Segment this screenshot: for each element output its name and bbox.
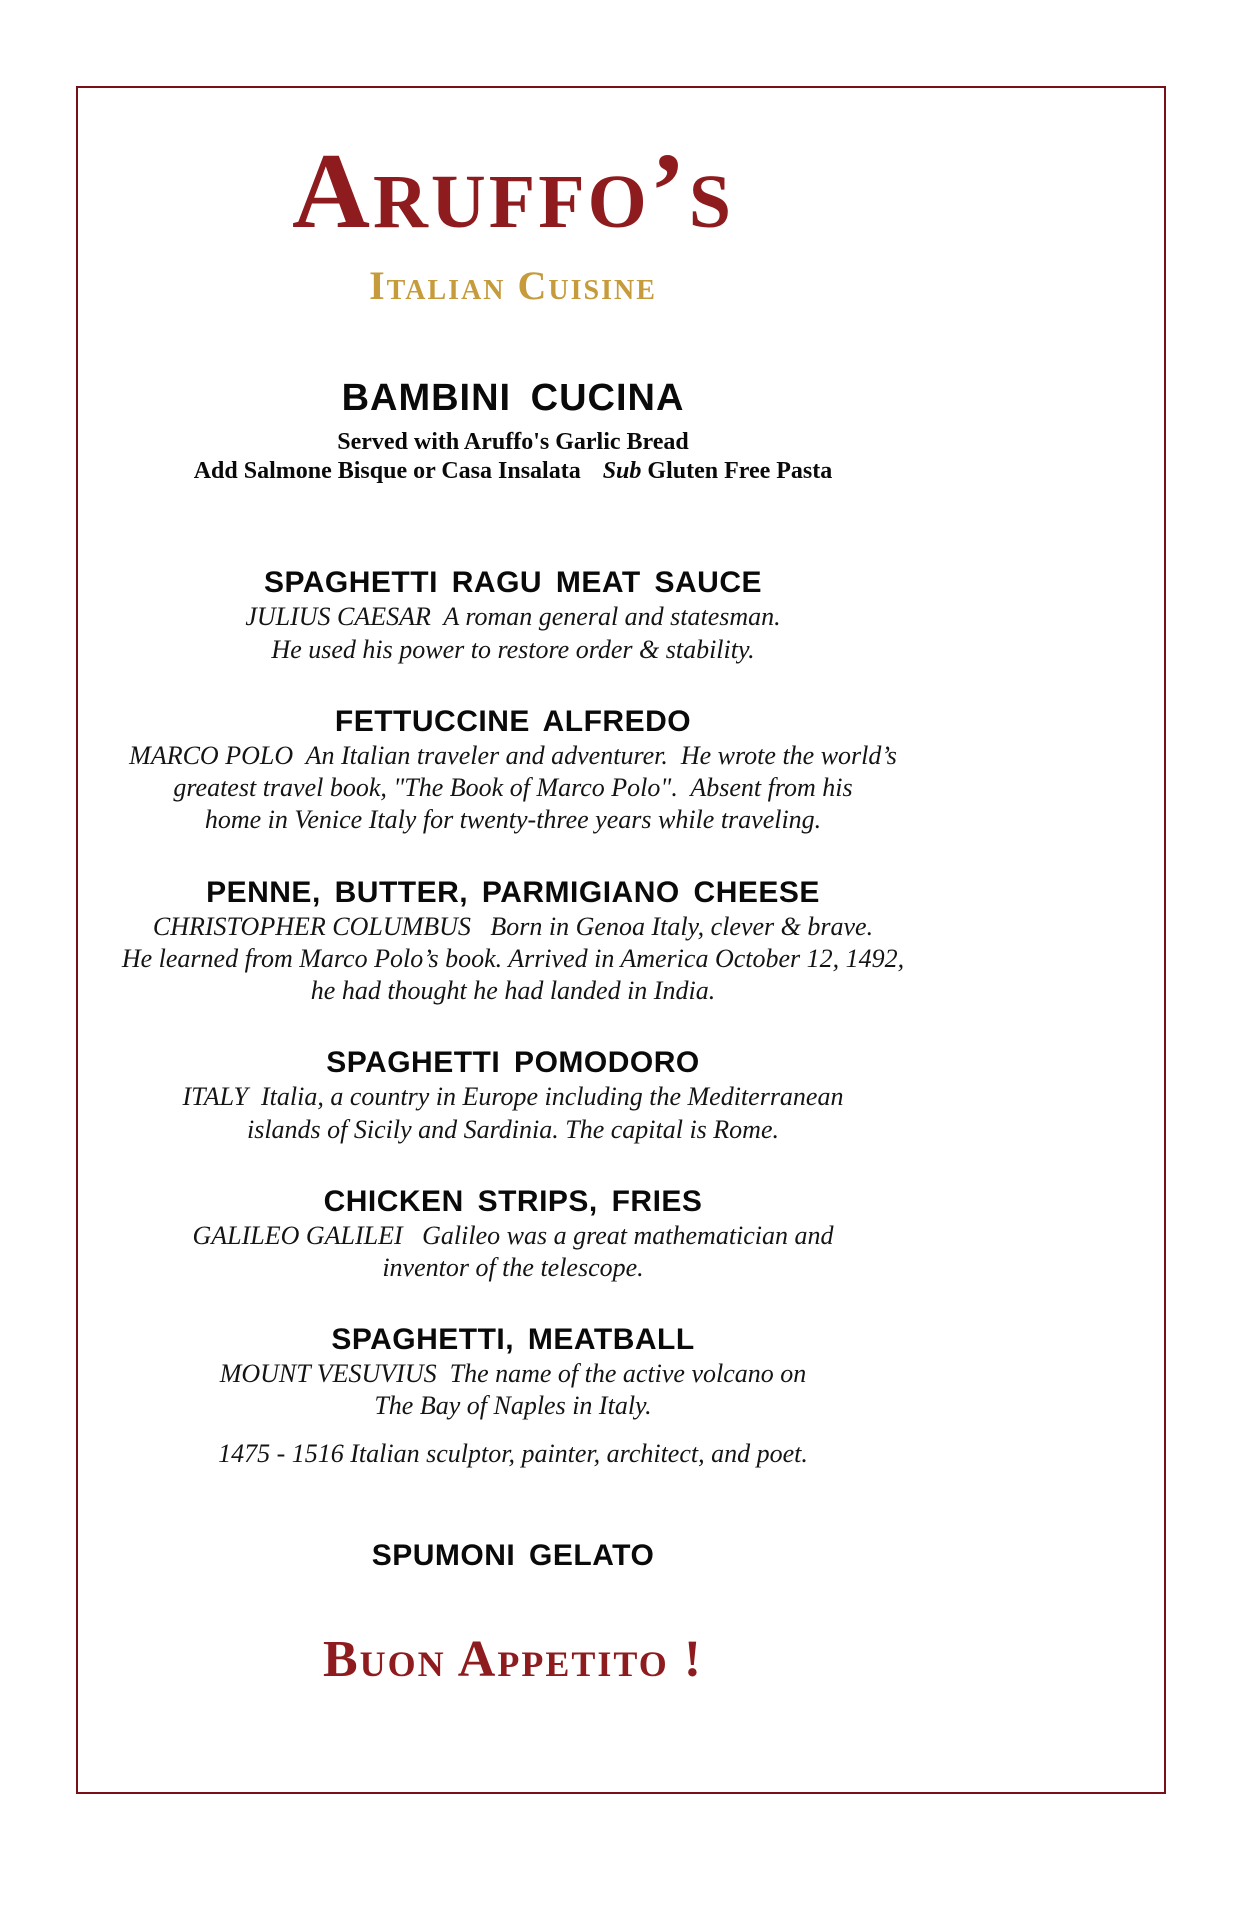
menu-border-frame [76, 86, 1166, 1794]
menu-item-description-line: GALILEO GALILEI Galileo was a great mathematician and [192, 1220, 834, 1250]
menu-content-column [78, 88, 948, 1470]
addon-note-sub-word: Sub [602, 457, 642, 484]
menu-item-description-line: He learned from Marco Polo’s book. Arrived in America October 12, 1492, [121, 943, 905, 973]
menu-item-description-line: The Bay of Naples in Italy. [374, 1391, 652, 1421]
addon-note-main: Add Salmone Bisque or Casa Insalata [193, 457, 581, 484]
restaurant-tagline: Italian Cuisine [369, 263, 657, 308]
addon-note-gluten-free: Gluten Free Pasta [647, 457, 833, 484]
menu-item-spaghetti-pomodoro [78, 1045, 948, 1145]
menu-item-chicken-strips-fries [78, 1184, 948, 1284]
menu-item-description-line: ITALY Italia, a country in Europe including the Mediterranean [182, 1082, 844, 1112]
menu-item-description-line: home in Venice Italy for twenty-three years while traveling. [204, 805, 822, 835]
closing-message: Buon Appetito ! [322, 1631, 704, 1688]
serving-note: Served with Aruffo's Garlic Bread [337, 428, 689, 455]
menu-item-description-line: he had thought he had landed in India. [310, 976, 716, 1006]
restaurant-name: Aruffo’s [292, 132, 734, 251]
menu-item-description-line: inventor of the telescope. [382, 1252, 644, 1282]
menu-item-description-line: MARCO POLO An Italian traveler and adventurer. He wrote the world’s [129, 740, 897, 770]
menu-item-name: SPAGHETTI, MEATBALL [331, 1323, 695, 1357]
addon-note [78, 457, 948, 486]
menu-item-name: SPAGHETTI RAGU MEAT SAUCE [263, 566, 763, 600]
dessert-item-name: SPUMONI GELATO [371, 1539, 655, 1572]
menu-item-description-line: He used his power to restore order & stability. [271, 634, 755, 664]
menu-item-name: FETTUCCINE ALFREDO [334, 704, 692, 738]
menu-item-spaghetti-ragu [78, 565, 948, 665]
menu-item-name: SPAGHETTI POMODORO [326, 1046, 700, 1080]
menu-item-description-line: islands of Sicily and Sardinia. The capital is Rome. [246, 1114, 779, 1144]
menu-item-description-line: JULIUS CAESAR A roman general and statesman. [245, 602, 781, 632]
section-title: BAMBINI CUCINA [341, 377, 685, 419]
menu-item-description-line: CHRISTOPHER COLUMBUS Born in Genoa Italy, clever & brave. [152, 911, 874, 941]
menu-item-name: CHICKEN STRIPS, FRIES [323, 1184, 703, 1218]
menu-item-spaghetti-meatball [78, 1322, 948, 1422]
artist-footnote: 1475 - 1516 Italian sculptor, painter, architect, and poet. [218, 1438, 808, 1468]
menu-item-name: PENNE, BUTTER, PARMIGIANO CHEESE [206, 875, 820, 909]
menu-item-description-line: MOUNT VESUVIUS The name of the active volcano on [219, 1359, 807, 1389]
menu-item-fettuccine-alfredo [78, 704, 948, 837]
menu-item-penne-butter-parmigiano [78, 875, 948, 1008]
menu-item-description-line: greatest travel book, "The Book of Marco Polo". Absent from his [173, 773, 853, 803]
